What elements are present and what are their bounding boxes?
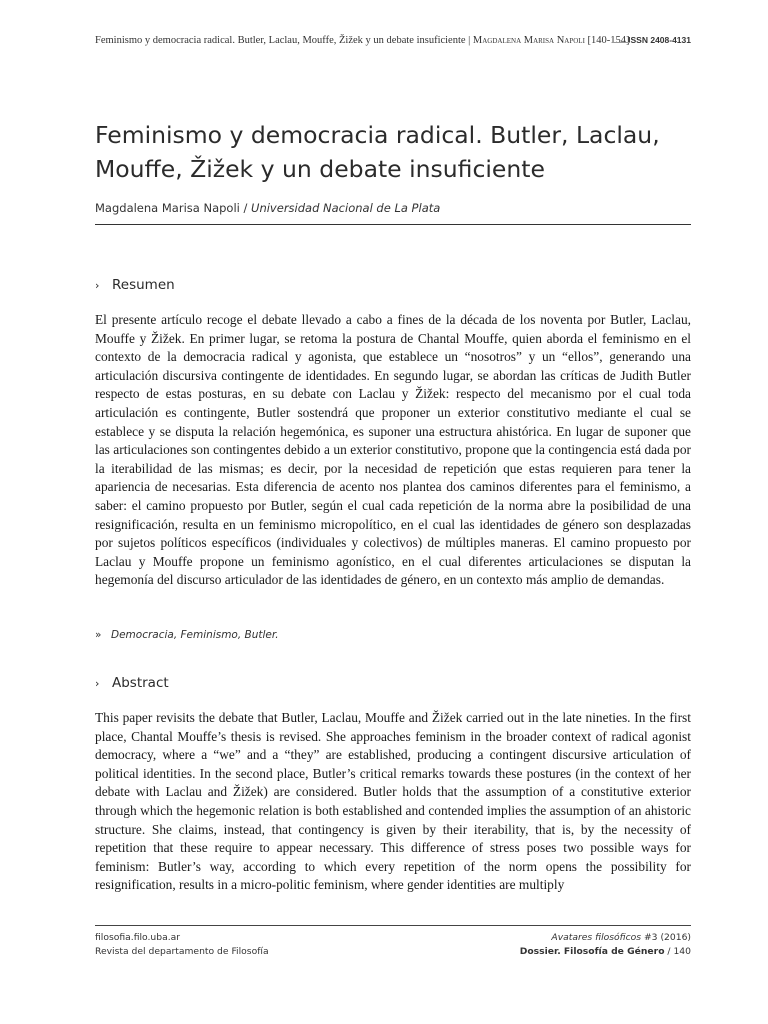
footer-department: Revista del departamento de Filosofía (95, 946, 269, 957)
double-chevron-icon: » (95, 629, 102, 641)
resumen-heading (95, 277, 175, 293)
author-affiliation (95, 201, 440, 215)
article-title: Feminismo y democracia radical. Butler, Laclau, Mouffe, Žižek y un debate insuficiente (95, 121, 660, 183)
running-header-title: Feminismo y democracia radical. Butler, Laclau, Mouffe, Žižek y un debate insuficiente | (95, 35, 473, 46)
running-header (95, 35, 695, 51)
author-divider (95, 224, 691, 225)
page-separator: / (664, 946, 674, 957)
keywords-text: Democracia, Feminismo, Butler. (111, 629, 279, 641)
abstract-text: This paper revisits the debate that Butler, Laclau, Mouffe and Žižek carried out in the late nineties. In the first place, Chantal Mouffe’s thesis is revised. She approaches feminism in the broader context of radical agonist democracy, where a “we” and a “they” are established, producing a contingent discursive articulation of political identities. In the second place, Butler’s critical remarks towards these postures (in the context of her debate with Laclau and Žižek) are considered. Butler holds that the assumption of a constitutive exterior through which the hegemonic relation is both established and contended implies the assumption of an ahistoric structure. She claims, instead, that contingency is given by their iterability, that is, by the necessity of repetition that these require to appear necessary. This difference of stress poses two possible ways for feminism: Butler’s way, according to which every repetition of the norm opens the possibility for resignification, results in a micro-politic feminism, where gender identities are multiply (95, 710, 691, 893)
resumen-heading-label: Resumen (112, 277, 175, 293)
footer-site-url: filosofia.filo.uba.ar (95, 932, 181, 943)
running-header-author: Magdalena Marisa Napoli (472, 35, 585, 46)
dossier-label: Dossier. Filosofía de Género (519, 946, 665, 957)
footer-divider (95, 925, 691, 926)
journal-name: Avatares filosóficos (551, 932, 642, 943)
footer-left (95, 931, 269, 959)
chevron-right-icon: › (95, 279, 100, 292)
running-header-pages: [140-154] (584, 35, 630, 46)
resumen-text: El presente artículo recoge el debate llevado a cabo a fines de la década de los noventa por Butler, Laclau, Mouffe y Žižek. En primer lugar, se retoma la postura de Chantal Mouffe, quien aborda el feminismo en el contexto de la democracia radical y agonista, que establece un “nosotros” y un “ellos”, generando una articulación discursiva contingente de identidades. En segundo lugar, se abordan las críticas de Judith Butler respecto de estas posturas, en su debate con Laclau y Žižek: respecto del mecanismo por el cual toda articulación es contingente, Butler sostendrá que proponer un exterior constitutivo mediante el cual se establece y se disputa la relación hegemónica, es suponer una estructura ahistórica. En lugar de suponer que las articulaciones son contingentes debido a un exterior constitutivo, propone que la contingencia está dada por la iterabilidad de las mismas; es decir, por la necesidad de repetición que estas requieren para tener la apariencia de necesarias. Esta diferencia de acento nos plantea dos caminos diferentes para el feminismo, a saber: el camino propuesto por Butler, según el cual cada repetición de la norma abre la posibilidad de una resignificación, resulta en un feminismo micropolítico, en el cual las identidades de género son desplazadas por sujetos políticos específicos (individuales y colectivos) de múltiples maneras. El camino propuesto por Laclau y Mouffe propone un feminismo agonístico, en el cual diferentes articulaciones se disputan la hegemonía del discurso articulador de las identidades de género, en un contexto más amplio de demandas. (95, 312, 691, 588)
author-separator: / (239, 201, 252, 215)
author-name: Magdalena Marisa Napoli (95, 201, 240, 215)
institution-name: Universidad Nacional de La Plata (251, 201, 441, 215)
abstract-heading (95, 675, 169, 691)
page-number: 140 (673, 946, 691, 957)
abstract-heading-label: Abstract (112, 675, 169, 691)
footer-right (520, 931, 691, 959)
issn-label: ISSN 2408-4131 (628, 35, 691, 45)
header-divider (612, 42, 630, 43)
journal-issue: #3 (2016) (641, 932, 691, 943)
chevron-right-icon: › (95, 677, 100, 690)
keywords (95, 629, 279, 641)
